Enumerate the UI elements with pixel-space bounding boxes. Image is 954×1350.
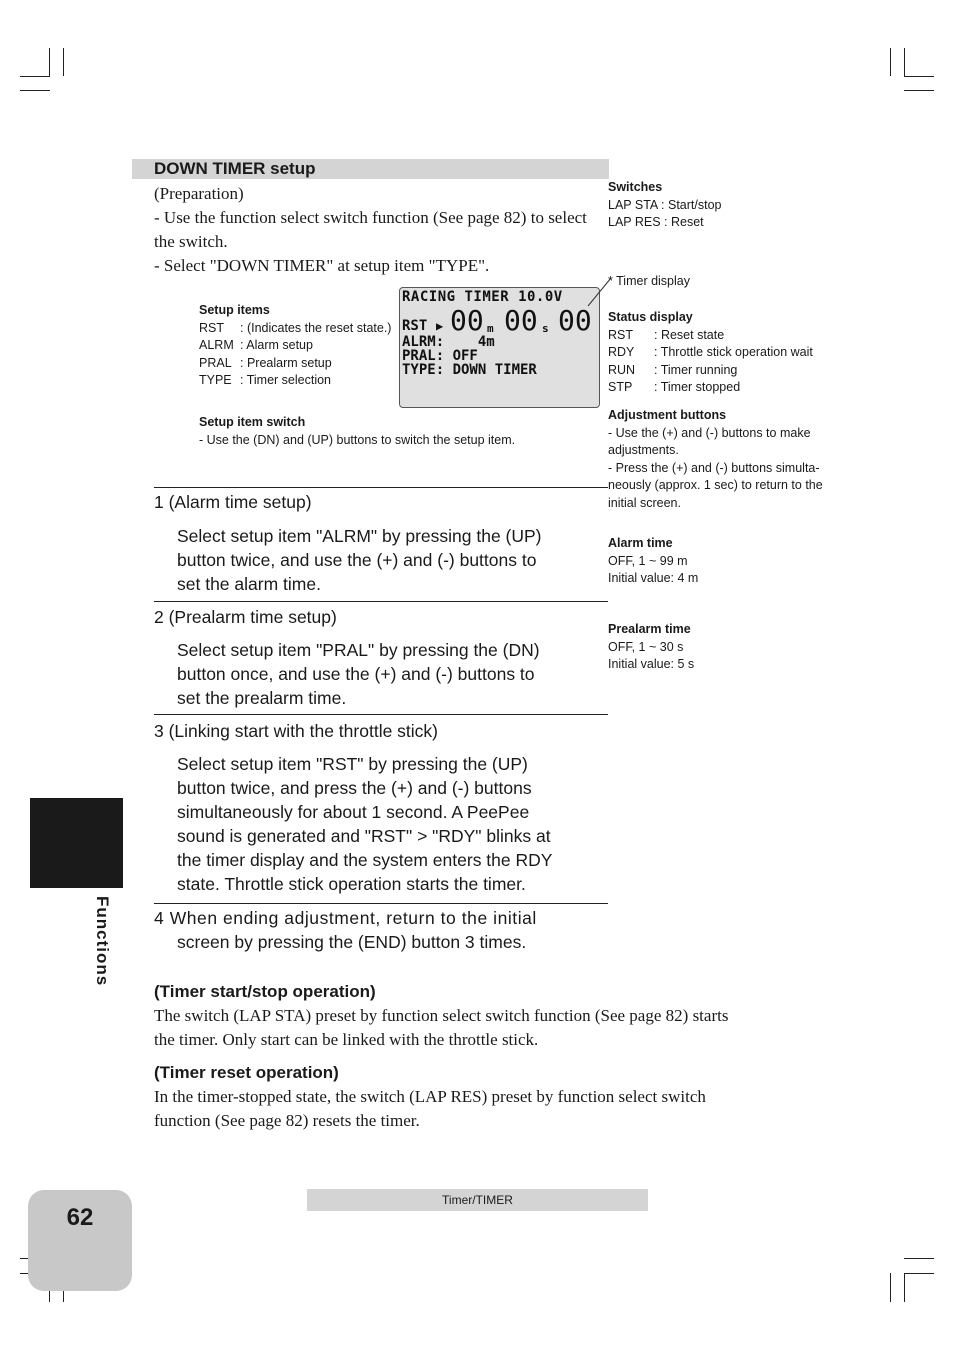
adjustment-line: - Use the (+) and (-) buttons to make — [608, 425, 811, 440]
body-line: the timer. Only start can be linked with the throttle stick. — [154, 1030, 539, 1049]
adjustment-block — [608, 407, 830, 513]
crop-mark — [904, 76, 934, 77]
adjustment-line: neously (approx. 1 sec) to return to the — [608, 478, 823, 493]
setup-item-key: RST — [199, 320, 224, 335]
divider — [154, 903, 608, 904]
preparation-heading: (Preparation) — [154, 184, 244, 203]
section-title: DOWN TIMER setup — [154, 159, 316, 178]
adjustment-heading: Adjustment buttons — [608, 408, 727, 422]
status-key: RDY — [608, 345, 635, 360]
status-row — [608, 379, 830, 397]
status-heading: Status display — [608, 310, 693, 324]
preparation-line: - Use the function select switch function (See page 82) to select the switch. — [154, 208, 587, 251]
setup-items-heading: Setup items — [199, 303, 270, 317]
lcd-seconds: 00 — [504, 304, 538, 337]
step-line: sound is generated and "RST" > "RDY" blinks at — [177, 826, 551, 846]
adjustment-line: initial screen. — [608, 495, 681, 510]
page-number: 62 — [66, 1204, 94, 1231]
lcd-unit-s: s — [542, 322, 549, 335]
status-row — [608, 362, 830, 380]
crop-mark — [904, 1273, 905, 1302]
step-heading: 3 (Linking start with the throttle stick) — [154, 721, 438, 741]
status-row — [608, 327, 830, 345]
preparation-block — [154, 182, 590, 278]
divider — [154, 487, 608, 488]
prealarm-time-line: Initial value: 5 s — [608, 657, 695, 672]
step-line: Select setup item "ALRM" by pressing the (UP) — [177, 526, 542, 546]
lcd-title-line: RACING TIMER 10.0V — [402, 289, 563, 305]
status-key: RUN — [608, 362, 636, 377]
setup-item-desc: : Alarm setup — [240, 338, 313, 353]
step-body — [177, 752, 586, 896]
preparation-line: - Select "DOWN TIMER" at setup item "TYPE". — [154, 256, 490, 275]
setup-item-switch-heading: Setup item switch — [199, 415, 306, 429]
status-desc: : Timer stopped — [654, 380, 741, 395]
lcd-unit-m: m — [487, 322, 494, 335]
setup-item-desc: : (Indicates the reset state.) — [240, 320, 392, 335]
timer-reset-heading: (Timer reset operation) — [154, 1063, 339, 1082]
divider — [154, 714, 608, 715]
crop-mark — [49, 48, 50, 76]
lcd-type-line: TYPE: DOWN TIMER — [402, 362, 537, 378]
divider — [154, 601, 608, 602]
setup-item-switch-block — [199, 414, 599, 449]
timer-display-label: Timer display — [616, 274, 690, 288]
setup-item-switch-text: - Use the (DN) and (UP) buttons to switch the setup item. — [199, 432, 516, 447]
crop-mark — [20, 76, 50, 77]
adjustment-line: - Press the (+) and (-) buttons simulta- — [608, 460, 820, 475]
crop-mark — [63, 48, 64, 76]
alarm-time-line: OFF, 1 ~ 99 m — [608, 553, 688, 568]
step-line: button once, and use the (+) and (-) buttons to — [177, 664, 535, 684]
setup-item-row — [199, 372, 399, 390]
timer-display-note: * Timer display — [608, 274, 690, 288]
step-line: button twice, and use the (+) and (-) buttons to — [177, 550, 537, 570]
side-tab-label: Functions — [93, 896, 112, 987]
setup-item-desc: : Timer selection — [240, 373, 332, 388]
step-line: set the alarm time. — [177, 574, 321, 594]
lcd-pral-line: PRAL: OFF — [402, 348, 478, 364]
step-body — [177, 930, 586, 954]
alarm-time-block — [608, 535, 830, 588]
timer-start-stop-heading: (Timer start/stop operation) — [154, 982, 376, 1001]
crop-mark — [904, 1273, 934, 1274]
crop-mark — [890, 48, 891, 76]
step-heading: 1 (Alarm time setup) — [154, 492, 312, 512]
crop-mark — [20, 90, 50, 91]
step-line: state. Throttle stick operation starts the timer. — [177, 874, 526, 894]
step-line: simultaneously for about 1 second. A PeePee — [177, 802, 530, 822]
step-line: Select setup item "RST" by pressing the (UP) — [177, 754, 528, 774]
setup-item-key: ALRM — [199, 338, 234, 353]
prealarm-time-block — [608, 621, 830, 674]
step-line: button twice, and press the (+) and (-) buttons — [177, 778, 532, 798]
switch-row: LAP STA : Start/stop — [608, 197, 722, 212]
status-key: RST — [608, 327, 633, 342]
alarm-time-line: Initial value: 4 m — [608, 571, 699, 586]
lcd-alrm-line: ALRM: 4m — [402, 334, 495, 350]
lcd-screen — [399, 287, 600, 408]
step-line: Select setup item "PRAL" by pressing the (DN) — [177, 640, 540, 660]
setup-item-key: TYPE — [199, 373, 232, 388]
step-heading: 2 (Prealarm time setup) — [154, 607, 337, 627]
setup-items-block — [199, 302, 399, 390]
status-block — [608, 309, 830, 397]
lcd-fraction: 00 — [558, 304, 592, 337]
switches-heading: Switches — [608, 180, 663, 194]
setup-item-row — [199, 355, 399, 373]
setup-item-row — [199, 337, 399, 355]
setup-item-desc: : Prealarm setup — [240, 355, 332, 370]
lcd-cursor-icon: ▶ — [436, 319, 444, 333]
section-tab — [30, 798, 123, 888]
setup-item-row — [199, 320, 399, 338]
status-key: STP — [608, 380, 633, 395]
setup-item-key: PRAL — [199, 355, 232, 370]
body-line: The switch (LAP STA) preset by function select switch function (See page 82) starts — [154, 1006, 729, 1025]
step-body — [177, 524, 586, 596]
step-heading: 4 When ending adjustment, return to the initial — [154, 908, 537, 928]
crop-mark — [890, 1273, 891, 1302]
alarm-time-heading: Alarm time — [608, 536, 673, 550]
switches-block — [608, 179, 830, 232]
status-desc: : Throttle stick operation wait — [654, 345, 813, 360]
status-desc: : Timer running — [654, 362, 738, 377]
crop-mark — [904, 48, 905, 76]
footer-text: Timer/TIMER — [442, 1193, 513, 1207]
adjustment-line: adjustments. — [608, 443, 679, 458]
lcd-minutes: 00 — [450, 304, 484, 337]
status-row — [608, 344, 830, 362]
crop-mark — [904, 1258, 934, 1259]
prealarm-time-heading: Prealarm time — [608, 622, 691, 636]
switch-row: LAP RES : Reset — [608, 215, 704, 230]
step-line: set the prealarm time. — [177, 688, 347, 708]
status-desc: : Reset state — [654, 327, 725, 342]
step-line: screen by pressing the (END) button 3 times. — [177, 932, 527, 952]
timer-reset-body — [154, 1085, 804, 1133]
lcd-rst: RST — [402, 318, 428, 334]
timer-start-stop-body — [154, 1004, 804, 1052]
crop-mark — [904, 90, 934, 91]
step-line: the timer display and the system enters the RDY — [177, 850, 553, 870]
step-body — [177, 638, 586, 710]
body-line: function (See page 82) resets the timer. — [154, 1111, 420, 1130]
prealarm-time-line: OFF, 1 ~ 30 s — [608, 639, 684, 654]
body-line: In the timer-stopped state, the switch (LAP RES) preset by function select switch — [154, 1087, 706, 1106]
